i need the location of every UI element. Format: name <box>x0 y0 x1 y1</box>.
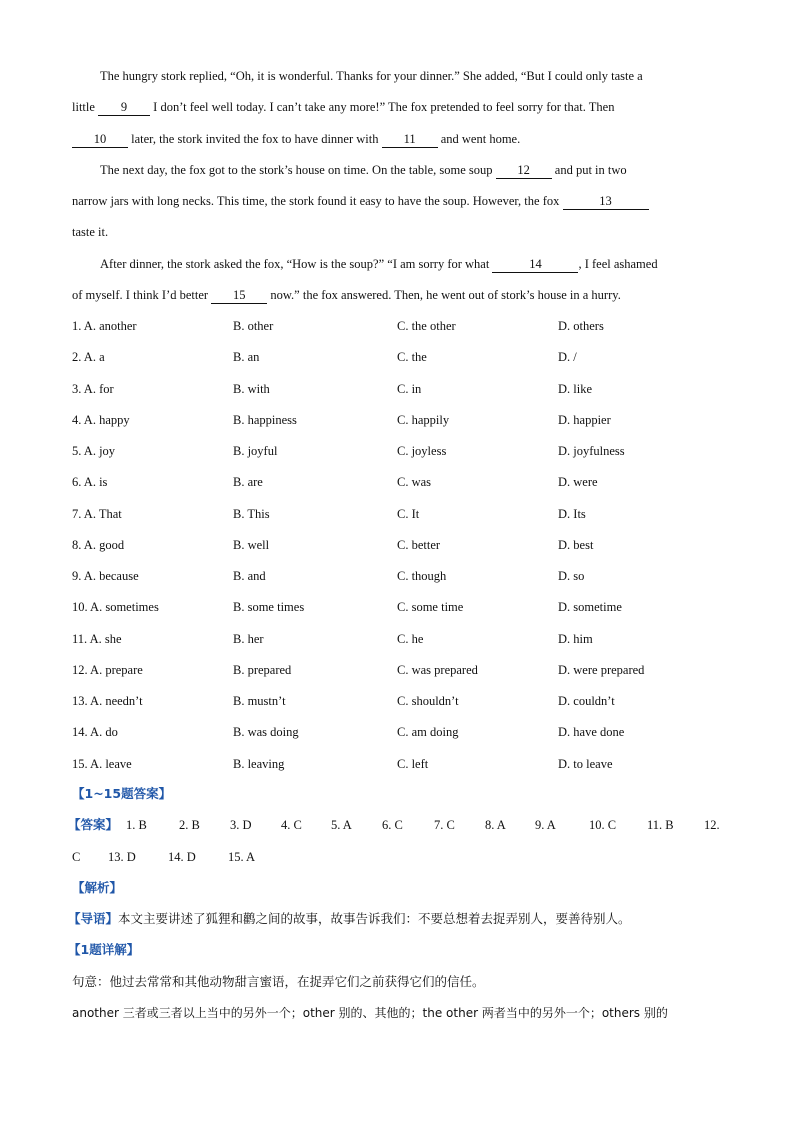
option-2-c: C. the <box>397 350 427 365</box>
q1-heading: 【1题详解】 <box>68 942 140 958</box>
passage-text-run: The hungry stork replied, “Oh, it is wonderful. Thanks for your dinner.” She added, “But I could only taste a <box>100 69 643 83</box>
answer-key: C <box>72 849 81 864</box>
answer-key: 5. A <box>331 818 352 833</box>
q1-meaning: 句意：他过去常常和其他动物甜言蜜语，在捉弄它们之前获得它们的信任。 <box>72 973 485 989</box>
passage-text-run: After dinner, the stork asked the fox, “How is the soup?” “I am sorry for what <box>100 256 493 271</box>
answer-key: 2. B <box>179 818 200 833</box>
option-7-c: C. It <box>397 506 420 521</box>
answer-key: 6. C <box>382 818 403 833</box>
option-row <box>72 752 722 783</box>
answer-label: 【答案】 <box>68 817 119 833</box>
answer-keys-line-1 <box>68 813 722 844</box>
answer-key: 3. D <box>230 818 252 833</box>
option-3-c: C. in <box>397 381 422 396</box>
passage-text-run: narrow jars with long necks. This time, the stork found it easy to have the soup. However, the fox <box>72 194 563 209</box>
guide-label: 【导语】 <box>68 911 119 927</box>
option-14-a: 14. A. do <box>72 725 118 740</box>
option-14-b: B. was doing <box>233 725 299 740</box>
option-13-b: B. mustn’t <box>233 694 286 708</box>
option-4-a: 4. A. happy <box>72 412 130 427</box>
answer-key: 14. D <box>168 849 196 864</box>
option-8-a: 8. A. good <box>72 537 125 552</box>
option-4-b: B. happiness <box>233 412 297 427</box>
option-11-d: D. him <box>558 631 593 646</box>
passage-line <box>72 95 720 126</box>
answer-key: 11. B <box>647 818 674 833</box>
passage-line <box>72 189 720 220</box>
blank-15: 15 <box>211 288 267 304</box>
passage-text-run: , I feel ashamed <box>578 256 658 271</box>
option-6-d: D. were <box>558 475 598 490</box>
passage-text-run: later, the stork invited the fox to have dinner with <box>128 131 382 146</box>
option-10-c: C. some time <box>397 600 464 615</box>
option-1-c: C. the other <box>397 319 456 333</box>
passage-text-run: taste it. <box>72 225 109 240</box>
passage-text-run: I don’t feel well today. I can’t take any more!” The fox pretended to feel sorry for that. Then <box>150 100 615 115</box>
passage-line <box>72 252 720 283</box>
option-11-b: B. her <box>233 631 264 646</box>
option-13-c: C. shouldn’t <box>397 694 459 708</box>
option-row <box>72 533 722 564</box>
option-row <box>72 720 722 751</box>
option-9-b: B. and <box>233 569 266 583</box>
option-9-c: C. though <box>397 569 447 583</box>
option-row <box>72 689 722 720</box>
option-row <box>72 470 722 501</box>
passage-text-run: and went home. <box>437 131 521 146</box>
q1-explain: another 三者或三者以上当中的另外一个；other 别的、其他的；the other 两者当中的另外一个；others 别的 <box>72 1006 668 1021</box>
option-5-c: C. joyless <box>397 444 447 458</box>
option-7-d: D. Its <box>558 506 586 521</box>
answer-keys-line-2 <box>72 845 722 876</box>
option-6-a: 6. A. is <box>72 475 108 490</box>
option-row <box>72 564 722 595</box>
option-15-b: B. leaving <box>233 756 285 771</box>
answer-key: 10. C <box>589 818 617 833</box>
passage-line <box>72 64 720 95</box>
answer-heading: 【1~15题答案】 <box>72 786 172 801</box>
option-row <box>72 595 722 626</box>
blank-12: 12 <box>496 163 552 179</box>
option-row <box>72 345 722 376</box>
option-13-a: 13. A. needn’t <box>72 694 143 708</box>
options-list <box>72 314 722 783</box>
option-10-b: B. some times <box>233 600 305 615</box>
option-14-d: D. have done <box>558 725 625 740</box>
passage-line <box>72 158 720 189</box>
option-5-a: 5. A. joy <box>72 444 116 458</box>
guide-text: 本文主要讲述了狐狸和鹳之间的故事，故事告诉我们：不要总想着去捉弄别人，要善待别人。 <box>118 911 631 927</box>
option-row <box>72 314 722 345</box>
passage-text-run: and put in two <box>551 162 627 177</box>
option-15-d: D. to leave <box>558 756 613 771</box>
option-12-c: C. was prepared <box>397 662 478 677</box>
option-11-c: C. he <box>397 631 424 646</box>
blank-13: 13 <box>563 194 649 210</box>
option-row <box>72 627 722 658</box>
option-6-c: C. was <box>397 475 432 490</box>
option-row <box>72 408 722 439</box>
option-1-a: 1. A. another <box>72 319 137 333</box>
option-3-d: D. like <box>558 381 593 396</box>
passage-text-run: of myself. I think I’d better <box>72 288 212 303</box>
option-13-d: D. couldn’t <box>558 694 615 708</box>
blank-10: 10 <box>72 132 128 148</box>
answer-key: 13. D <box>108 849 136 864</box>
option-15-c: C. left <box>397 756 429 771</box>
option-3-b: B. with <box>233 381 270 396</box>
passage-text <box>72 64 720 314</box>
analysis-heading: 【解析】 <box>72 879 123 895</box>
option-2-b: B. an <box>233 350 260 365</box>
answer-and-analysis <box>68 782 722 1032</box>
option-2-d: D. / <box>558 350 577 365</box>
option-7-b: B. This <box>233 506 270 521</box>
option-1-b: B. other <box>233 319 274 333</box>
option-3-a: 3. A. for <box>72 381 114 396</box>
option-row <box>72 377 722 408</box>
answer-key: 7. C <box>434 818 455 833</box>
guide-line <box>68 907 722 938</box>
option-8-c: C. better <box>397 537 441 552</box>
answer-key: 4. C <box>281 818 302 833</box>
option-8-b: B. well <box>233 537 270 552</box>
option-5-d: D. joyfulness <box>558 444 625 458</box>
option-14-c: C. am doing <box>397 725 459 740</box>
option-12-d: D. were prepared <box>558 662 645 677</box>
passage-line <box>72 127 720 158</box>
option-12-b: B. prepared <box>233 662 292 677</box>
blank-11: 11 <box>382 132 438 148</box>
option-row <box>72 658 722 689</box>
option-8-d: D. best <box>558 537 594 552</box>
option-6-b: B. are <box>233 475 263 490</box>
passage-text-run: now.” the fox answered. Then, he went out of stork’s house in a hurry. <box>267 288 621 303</box>
option-10-a: 10. A. sometimes <box>72 600 159 615</box>
passage-text-run: The next day, the fox got to the stork’s house on time. On the table, some soup <box>100 162 496 177</box>
blank-14: 14 <box>492 257 578 273</box>
option-row <box>72 439 722 470</box>
answer-key: 12. <box>704 818 720 833</box>
option-4-c: C. happily <box>397 412 450 427</box>
passage-text-run: little <box>72 100 99 115</box>
q1-explain-line <box>72 1001 722 1032</box>
option-11-a: 11. A. she <box>72 631 122 646</box>
answer-key: 9. A <box>535 818 556 833</box>
answer-key: 15. A <box>228 849 256 864</box>
option-4-d: D. happier <box>558 412 611 427</box>
option-5-b: B. joyful <box>233 444 278 458</box>
q1-meaning-line <box>72 970 722 1001</box>
answer-key: 8. A <box>485 818 506 833</box>
option-9-a: 9. A. because <box>72 569 139 583</box>
option-10-d: D. sometime <box>558 600 622 615</box>
option-15-a: 15. A. leave <box>72 756 132 771</box>
analysis-heading-line <box>72 876 722 907</box>
option-2-a: 2. A. a <box>72 350 105 365</box>
option-9-d: D. so <box>558 569 585 583</box>
option-12-a: 12. A. prepare <box>72 662 143 677</box>
option-7-a: 7. A. That <box>72 506 122 521</box>
passage-line <box>72 220 720 251</box>
passage-line <box>72 283 720 314</box>
q1-heading-line <box>68 938 722 969</box>
answer-heading-line <box>72 782 722 813</box>
answer-key: 1. B <box>126 818 147 833</box>
option-row <box>72 502 722 533</box>
option-1-d: D. others <box>558 319 604 333</box>
blank-9: 9 <box>98 100 150 116</box>
